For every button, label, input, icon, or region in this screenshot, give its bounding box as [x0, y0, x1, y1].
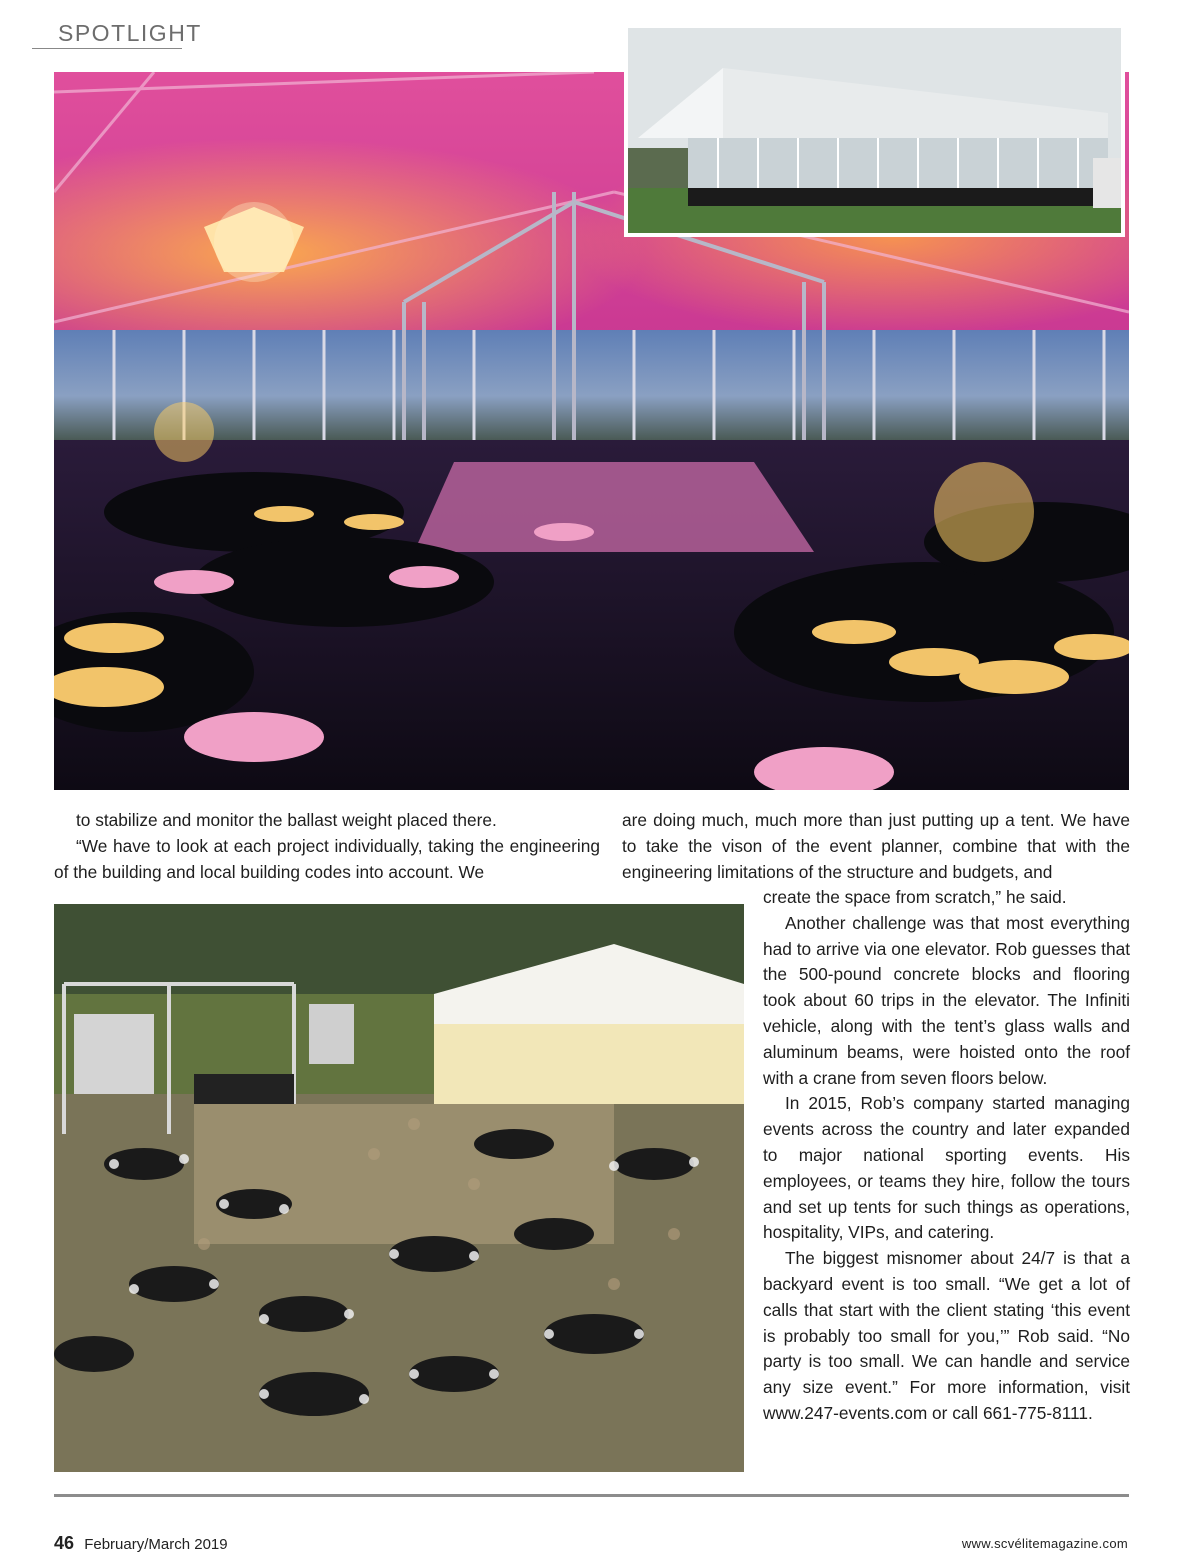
footer-website: www.scvélitemagazine.com: [961, 1536, 1128, 1551]
outdoor-event-photo: [54, 904, 744, 1472]
tent-exterior-photo: [624, 24, 1125, 237]
issue-date: February/March 2019: [84, 1536, 228, 1553]
page-number: 46: [54, 1533, 75, 1553]
paragraph: Another challenge was that most everything had to arrive via one elevator. Rob guesses that the 500-pound concrete blocks and flooring took about 60 trips in the elevator. The Infiniti vehicle, along with the tent’s glass walls and aluminum beams, were hoisted onto the roof with a crane from seven floors below.: [763, 912, 1130, 1088]
paragraph: “We have to look at each project individually, taking the engineering of the building and local building codes into account. We: [54, 835, 600, 882]
article-right-top: [622, 808, 1130, 885]
article-right-column: [763, 885, 1130, 1427]
article-left-column: [54, 808, 600, 885]
paragraph: The biggest misnomer about 24/7 is that a backyard event is too small. “We get a lot of calls that start with the client stating ‘this event is probably too small for you,’” Rob said. “No party is too small. We can handle and service any size event.” For more information, visit www.247-events.com or call 661-775-8111.: [763, 1248, 1130, 1423]
footer-issue: [54, 1533, 228, 1554]
section-tag: SPOTLIGHT: [58, 20, 202, 46]
section-rule: [32, 48, 182, 49]
paragraph: create the space from scratch,” he said.: [763, 887, 1067, 907]
paragraph: In 2015, Rob’s company started managing events across the country and later expanded to major national sporting events. His employees, or teams they hire, follow the tours and set up tents for such things as operations, hospitality, VIPs, and catering.: [763, 1093, 1130, 1243]
footer-rule: [54, 1494, 1129, 1497]
paragraph: to stabilize and monitor the ballast weight placed there.: [76, 810, 497, 830]
paragraph: are doing much, much more than just putting up a tent. We have to take the vison of the event planner, combine that with the engineering limitations of the structure and budgets, and: [622, 810, 1130, 882]
